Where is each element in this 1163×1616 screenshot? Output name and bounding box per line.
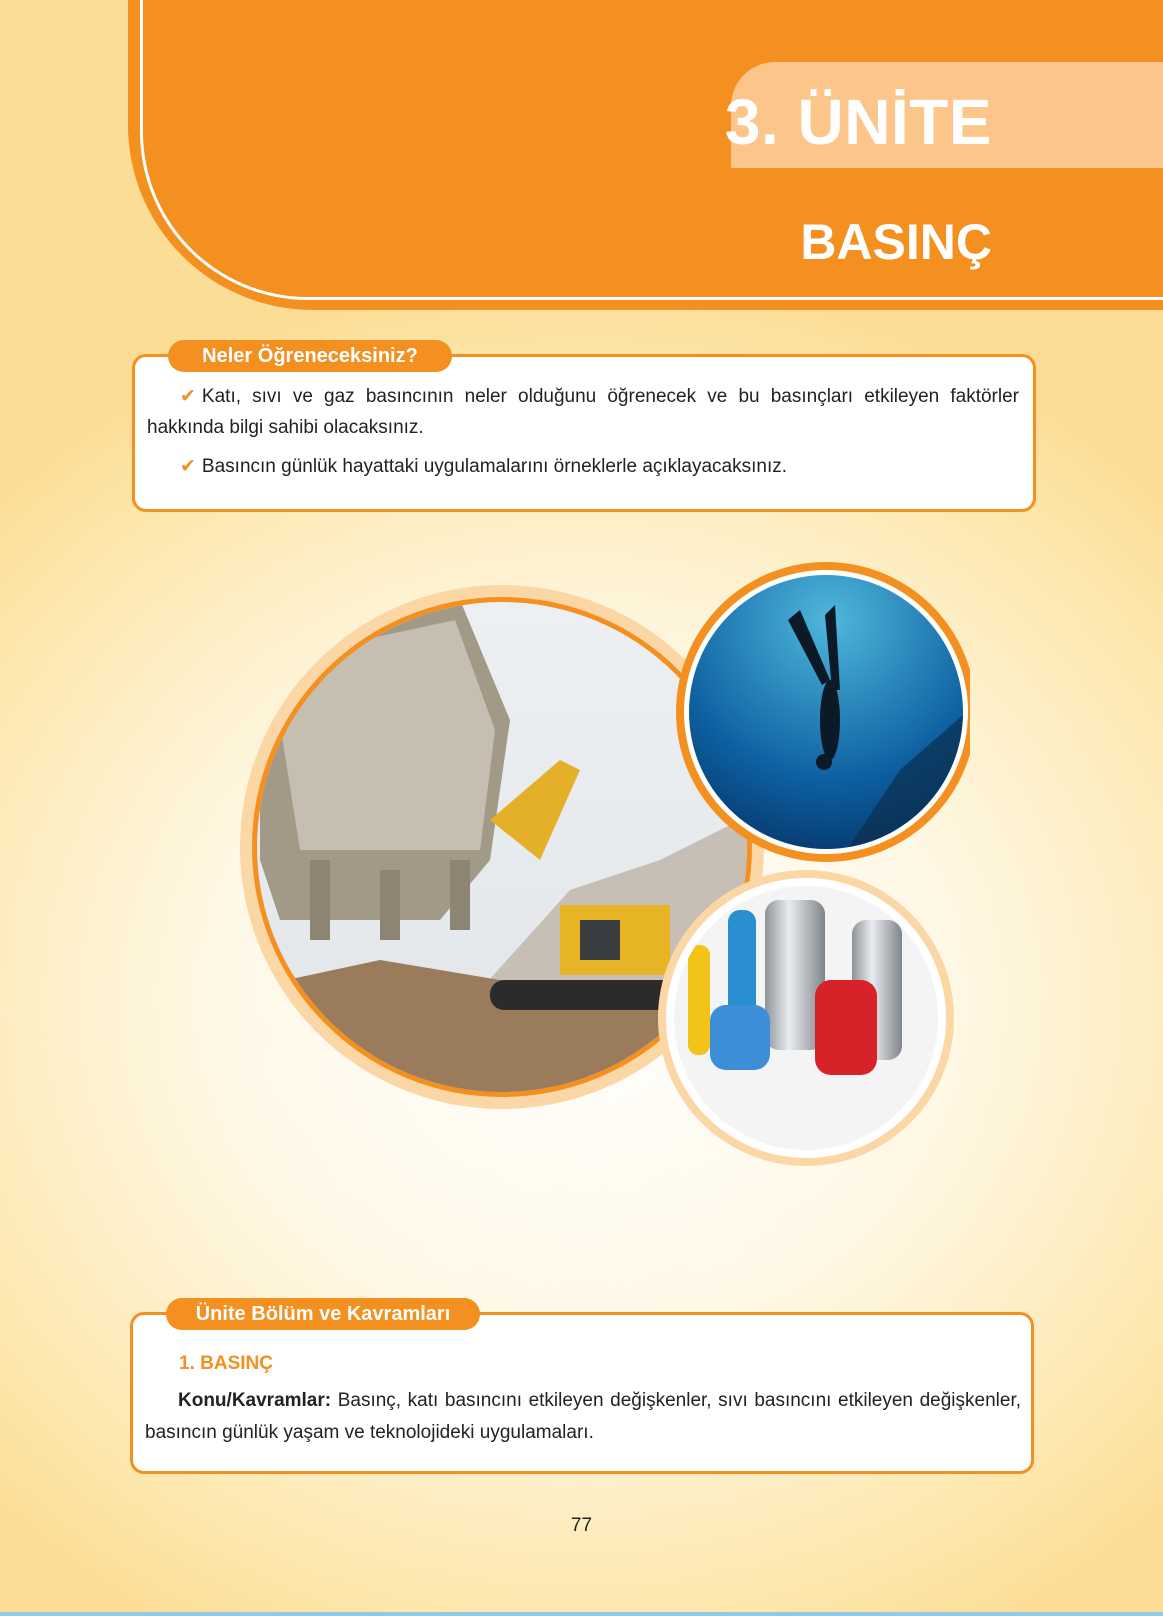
gas-cylinders-photo [658,870,960,1166]
checkmark-icon: ✔ [180,386,196,407]
learning-objectives-box [132,354,1036,512]
chapter-title: BASINÇ [800,214,992,270]
concepts-text: Basınç, katı basıncını etkileyen değişkenler, sıvı basıncını etkileyen değişkenler, basıncın günlük yaşam ve teknolojideki uygulamaları. [145,1390,1021,1443]
checkmark-icon: ✔ [180,456,196,477]
bottom-divider [0,1612,1163,1616]
unit-title: 3. ÜNİTE [724,86,992,158]
objective-item-2 [147,451,1019,482]
objective-text-1: Katı, sıvı ve gaz basıncının neler olduğunu öğrenecek ve bu basınçları etkileyen faktörler hakkında bilgi sahibi olacaksınız. [147,386,1019,438]
page-number: 77 [570,1515,593,1536]
section-title: 1. BASINÇ [179,1353,273,1374]
objective-text-2: Basıncın günlük hayattaki uygulamalarını örneklerle açıklayacaksınız. [201,456,788,477]
photo-collage [240,560,970,1180]
objective-item-1 [147,381,1019,443]
concepts-label: Konu/Kavramlar: [178,1390,332,1411]
diver-photo [676,560,970,862]
learning-objectives-tab: Neler Öğreneceksiniz? [168,340,452,372]
concepts-paragraph [145,1385,1021,1449]
unit-sections-box [130,1312,1034,1474]
unit-sections-tab: Ünite Bölüm ve Kavramları [166,1298,480,1330]
